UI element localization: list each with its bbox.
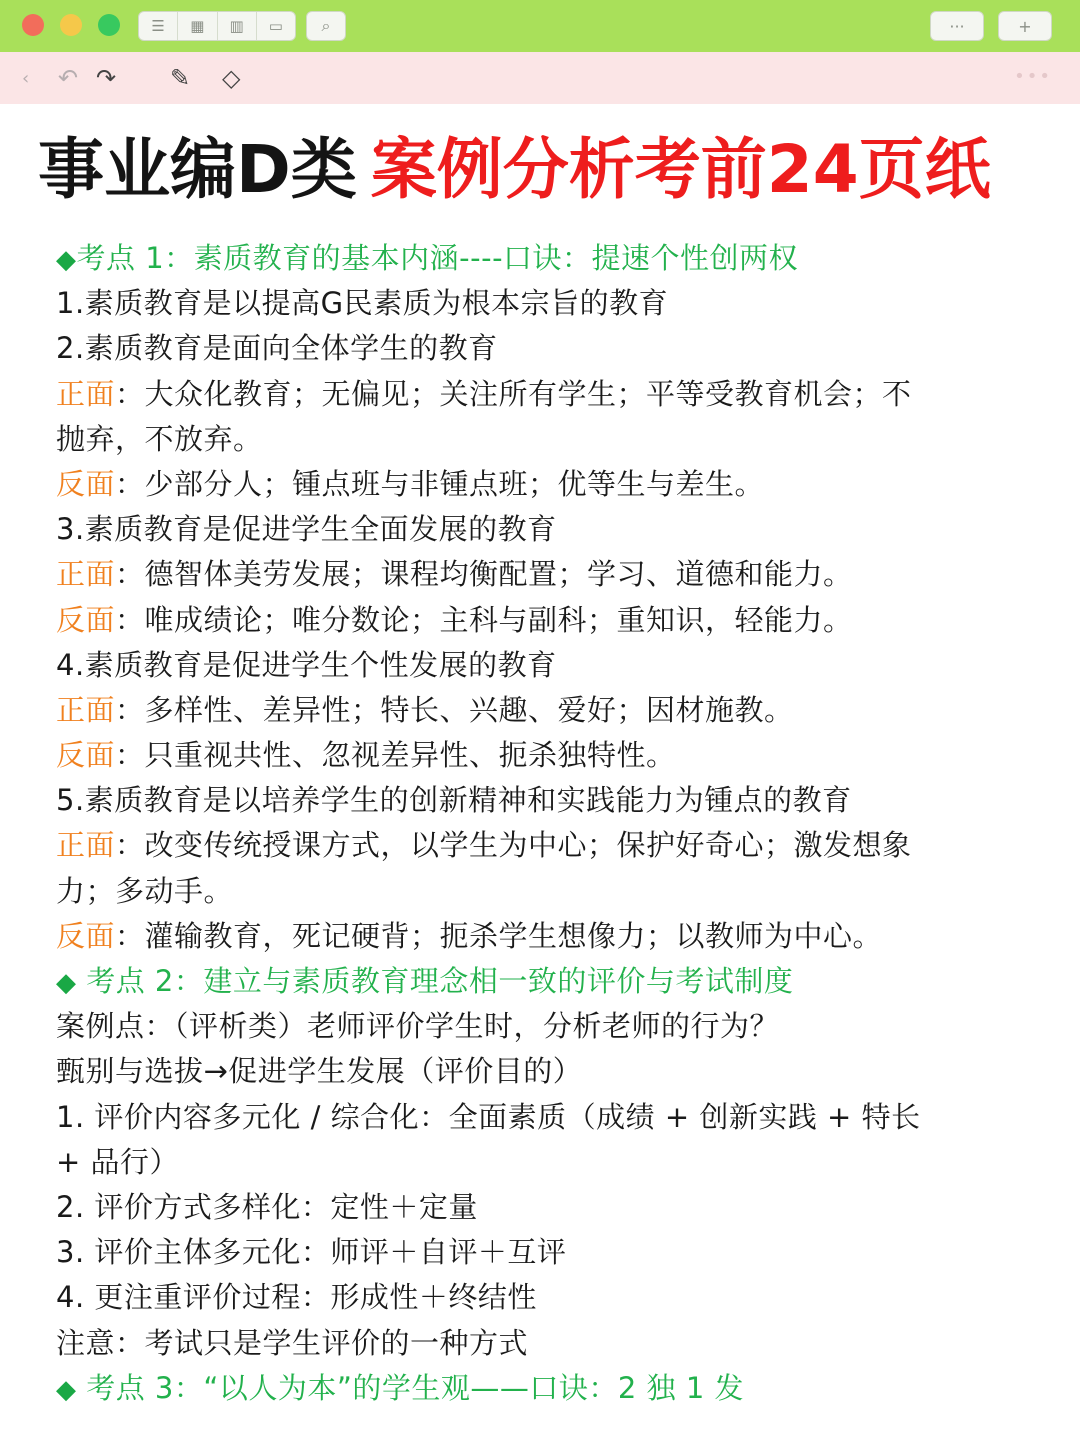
text-line: 1.素质教育是以提高G民素质为根本宗旨的教育 [56,286,669,321]
text-line: 2. 评价方式多样化：定性＋定量 [56,1189,478,1224]
text-line: 抛弃，不放弃。 [56,421,263,456]
aspect-label: 反面 [56,918,116,953]
labeled-line [56,598,1036,643]
back-icon[interactable]: ‹ [22,68,30,89]
labeled-line [56,372,1036,417]
eraser-icon[interactable]: ◇ [222,64,241,92]
slide-view-icon[interactable]: ▭ [268,17,283,35]
aspect-label: 正面 [56,557,116,592]
text-line: 4. 更注重评价过程：形成性＋终结性 [56,1280,537,1315]
labeled-line [56,914,1036,959]
page-title [38,128,1058,212]
add-page-button[interactable] [998,11,1052,41]
text-line: 力；多动手。 [56,873,234,908]
grid-view-icon[interactable]: ▦ [178,12,217,40]
aspect-text: ：改变传统授课方式，以学生为中心；保护好奇心；激发想象 [115,828,912,863]
labeled-line [56,552,1036,597]
editing-toolbar [0,52,1080,104]
text-line: 注意：考试只是学生评价的一种方式 [56,1325,529,1360]
title-part-black: 事业编D类 [38,131,357,208]
book-view-icon[interactable]: ▥ [218,12,257,40]
view-mode-group [138,11,296,41]
text-line: 甄别与选拔→促进学生发展（评价目的） [56,1054,583,1089]
aspect-label: 反面 [56,738,116,773]
text-line: 3. 评价主体多元化：师评＋自评＋互评 [56,1235,567,1270]
aspect-text: ：大众化教育；无偏见；关注所有学生；平等受教育机会；不 [115,376,912,411]
window-titlebar [0,0,1080,52]
aspect-text: ：灌输教育，死记硬背；扼杀学生想像力；以教师为中心。 [115,918,883,953]
list-view-icon[interactable]: ☰ [139,12,178,40]
aspect-label: 正面 [56,376,116,411]
redo-icon[interactable]: ↷ [96,64,117,92]
aspect-label: 反面 [56,602,116,637]
aspect-text: ：少部分人；锺点班与非锺点班；优等生与差生。 [115,466,765,501]
search-button[interactable] [306,11,346,41]
section-heading-text: 考点 2：建立与素质教育理念相一致的评价与考试制度 [76,964,794,998]
title-part-red: 案例分析考前24页纸 [370,131,991,208]
aspect-text: ：多样性、差异性；特长、兴趣、爱好；因材施教。 [115,692,794,727]
text-line: 2.素质教育是面向全体学生的教育 [56,331,498,366]
minimize-window-button[interactable] [60,14,82,36]
aspect-text: ：只重视共性、忽视差异性、扼杀独特性。 [115,738,676,773]
text-line: 案例点：（评析类）老师评价学生时，分析老师的行为？ [56,1009,780,1044]
text-line: 5.素质教育是以培养学生的创新精神和实践能力为锺点的教育 [56,783,852,818]
section-heading-text: 考点 3：“以人为本”的学生观——口诀：2 独 1 发 [76,1370,744,1405]
aspect-text: ：唯成绩论；唯分数论；主科与副科；重知识，轻能力。 [115,602,853,637]
close-window-button[interactable] [22,14,44,36]
text-line: 4.素质教育是促进学生个性发展的教育 [56,647,557,682]
labeled-line [56,823,1036,868]
text-line: 1. 评价内容多元化 / 综合化：全面素质（成绩 + 创新实践 + 特长 [56,1099,921,1134]
diamond-bullet-icon: ◆ [56,245,77,275]
text-line: + 品行） [56,1144,180,1179]
section-heading [56,236,1036,281]
labeled-line [56,462,1036,507]
aspect-text: ：德智体美劳发展；课程均衡配置；学习、道德和能力。 [115,557,853,592]
labeled-line [56,733,1036,778]
diamond-bullet-icon: ◆ [56,1374,77,1405]
more-button[interactable] [930,11,984,41]
search-icon: ⌕ [321,16,331,35]
note-content [56,236,1036,1411]
section-heading [56,1366,1036,1411]
page-options-icon[interactable]: ••• [1014,66,1052,87]
section-heading [56,959,1036,1004]
diamond-bullet-icon: ◆ [56,968,77,998]
more-icon: ··· [949,16,965,36]
pencil-icon[interactable]: ✎ [170,64,191,92]
text-line: 3.素质教育是促进学生全面发展的教育 [56,512,557,547]
plus-icon: + [1018,16,1032,36]
aspect-label: 反面 [56,466,116,501]
aspect-label: 正面 [56,692,116,727]
aspect-label: 正面 [56,828,116,863]
maximize-window-button[interactable] [98,14,120,36]
section-heading-text: 考点 1：素质教育的基本内涵----口诀：提速个性创两权 [76,241,799,275]
labeled-line [56,688,1036,733]
undo-icon[interactable]: ↶ [58,64,79,92]
